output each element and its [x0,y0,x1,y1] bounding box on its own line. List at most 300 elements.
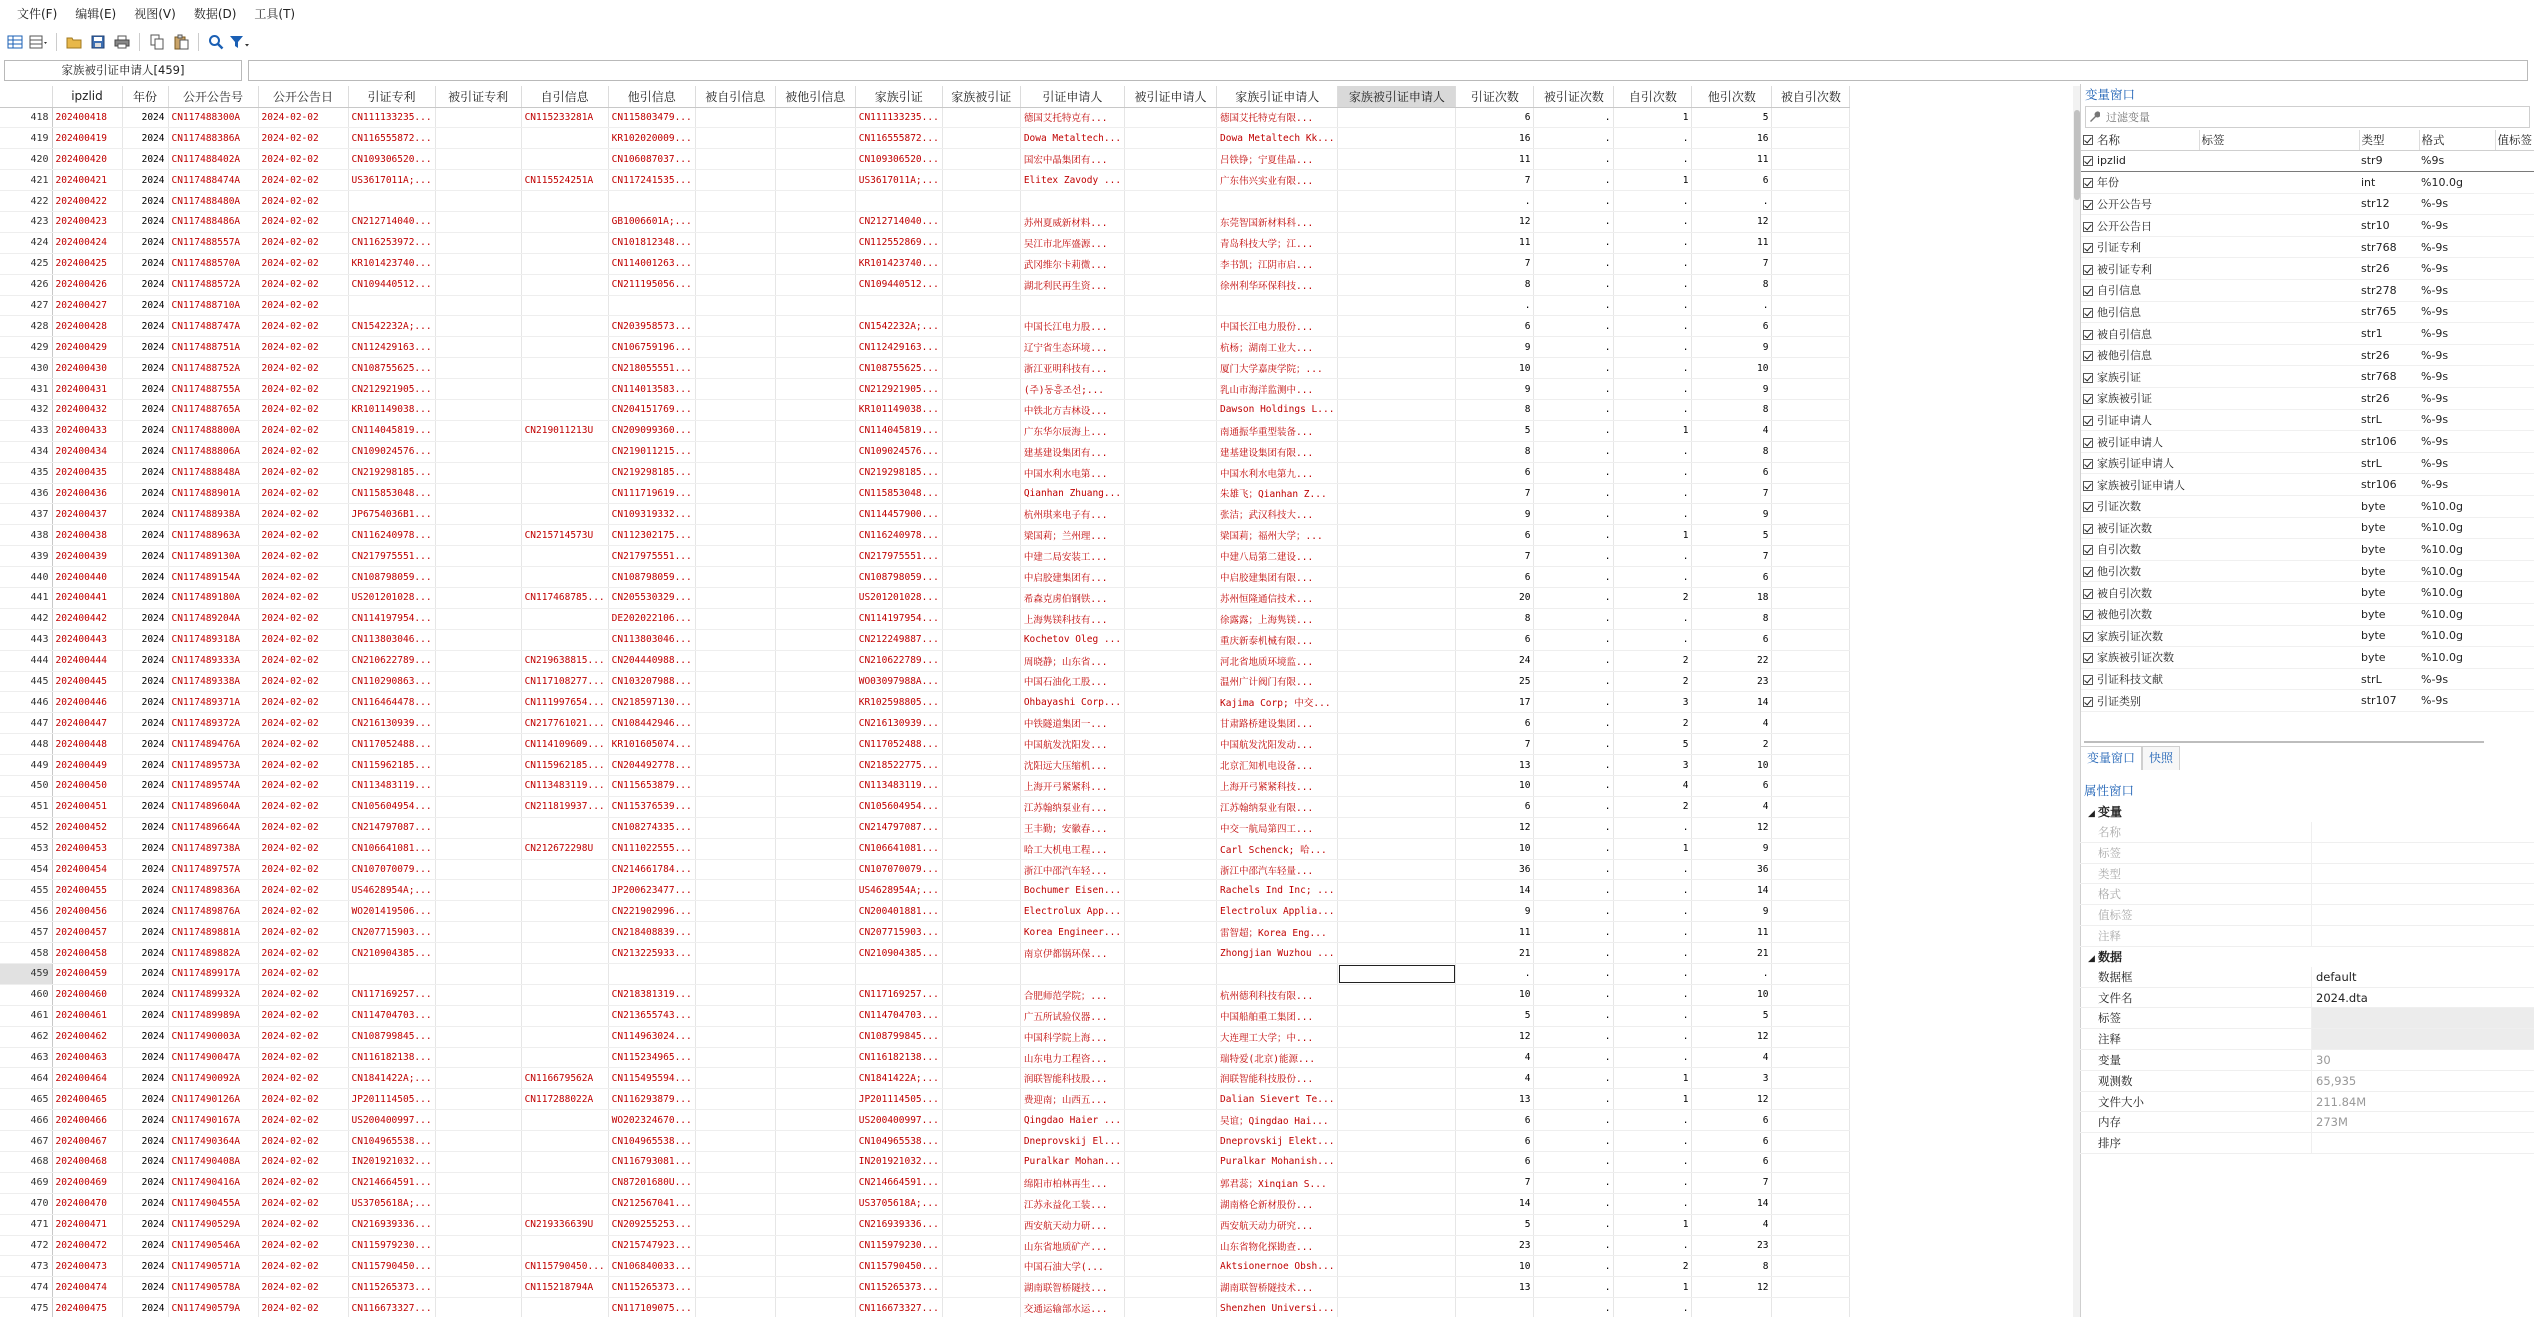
table-cell[interactable] [435,1193,521,1214]
table-cell[interactable]: 2024-02-02 [258,316,348,337]
table-cell[interactable] [435,295,521,316]
table-cell[interactable]: CN112302175... [608,525,695,546]
table-cell[interactable]: 中启胶建集团有限... [1217,567,1338,588]
table-cell[interactable]: 2024 [122,525,168,546]
table-cell[interactable]: CN117488765A [168,399,258,420]
table-cell[interactable] [1338,274,1456,295]
table-cell[interactable]: . [1614,211,1692,232]
checkbox-icon[interactable] [2083,243,2093,253]
table-cell[interactable]: 江苏永益化工装... [1020,1193,1124,1214]
table-cell[interactable]: WO201419506... [348,901,435,922]
row-number[interactable]: 428 [0,316,52,337]
table-cell[interactable]: CN117489333A [168,650,258,671]
row-number[interactable]: 430 [0,358,52,379]
table-cell[interactable]: CN219298185... [608,462,695,483]
table-cell[interactable] [1125,901,1217,922]
table-cell[interactable]: CN116793081... [608,1152,695,1173]
table-cell[interactable]: . [1534,1047,1614,1068]
table-cell[interactable]: CN116673327... [348,1298,435,1317]
table-cell[interactable]: 南京伊都锅环保... [1020,943,1124,964]
table-cell[interactable] [695,128,775,149]
table-cell[interactable]: 202400436 [52,483,122,504]
table-cell[interactable] [1772,796,1850,817]
table-cell[interactable]: 哈工大机电工程... [1020,838,1124,859]
table-cell[interactable]: CN114045819... [348,420,435,441]
variable-name-cell[interactable] [2081,668,2199,690]
table-cell[interactable] [521,608,608,629]
tab-variables[interactable]: 变量窗口 [2080,746,2142,770]
table-cell[interactable]: 湖北利民再生资... [1020,274,1124,295]
table-cell[interactable]: 14 [1692,1193,1772,1214]
table-cell[interactable]: 202400444 [52,650,122,671]
table-cell[interactable]: 6 [1692,567,1772,588]
table-cell[interactable]: CN106759196... [608,337,695,358]
table-cell[interactable]: 21 [1692,943,1772,964]
table-cell[interactable]: 8 [1692,608,1772,629]
table-cell[interactable]: 202400458 [52,943,122,964]
table-cell[interactable] [521,379,608,400]
table-cell[interactable]: 6 [1692,776,1772,797]
table-cell[interactable]: 11 [1692,149,1772,170]
table-cell[interactable]: 郭君蕊；Xinqian S... [1217,1172,1338,1193]
properties-data-section[interactable]: ◢ 数据 [2080,947,2534,967]
table-cell[interactable] [942,859,1020,880]
variable-row[interactable] [2081,452,2534,474]
property-value[interactable] [2312,822,2534,843]
table-cell[interactable] [1125,838,1217,859]
table-cell[interactable]: . [1614,1131,1692,1152]
table-cell[interactable]: 6 [1692,1110,1772,1131]
table-cell[interactable] [775,316,855,337]
table-cell[interactable] [695,525,775,546]
table-cell[interactable]: 202400456 [52,901,122,922]
row-number[interactable]: 450 [0,776,52,797]
table-cell[interactable]: 李书凯；江阴市启... [1217,253,1338,274]
table-cell[interactable]: 6 [1456,1131,1534,1152]
table-cell[interactable]: 12 [1692,1026,1772,1047]
table-cell[interactable]: 2024 [122,1110,168,1131]
table-cell[interactable] [1772,1172,1850,1193]
table-cell[interactable] [942,379,1020,400]
table-cell[interactable] [695,274,775,295]
table-cell[interactable]: CN112429163... [855,337,942,358]
table-cell[interactable]: CN104965538... [348,1131,435,1152]
table-cell[interactable] [1772,191,1850,212]
table-cell[interactable]: 上海开弓紧紧科技... [1217,776,1338,797]
table-cell[interactable] [775,608,855,629]
table-cell[interactable]: 36 [1456,859,1534,880]
table-cell[interactable] [942,567,1020,588]
table-cell[interactable] [1338,713,1456,734]
table-cell[interactable]: 2024-02-02 [258,420,348,441]
table-cell[interactable] [435,462,521,483]
table-cell[interactable] [435,984,521,1005]
table-cell[interactable] [521,337,608,358]
table-cell[interactable]: 梁国莉；兰州理... [1020,525,1124,546]
table-cell[interactable]: CN117169257... [855,984,942,1005]
table-cell[interactable] [855,295,942,316]
table-cell[interactable] [695,629,775,650]
table-cell[interactable] [695,1193,775,1214]
row-number[interactable]: 418 [0,107,52,128]
checkbox-icon[interactable] [2083,265,2093,275]
row-number[interactable]: 457 [0,922,52,943]
col-value-label-header[interactable]: 值标签 [2495,130,2534,150]
table-cell[interactable] [942,1026,1020,1047]
table-cell[interactable]: CN117108277... [521,671,608,692]
table-cell[interactable] [435,838,521,859]
corner-cell[interactable] [0,86,52,107]
checkbox-icon[interactable] [2083,675,2093,685]
table-cell[interactable] [775,692,855,713]
table-cell[interactable]: CN117490092A [168,1068,258,1089]
variable-row[interactable] [2081,474,2534,496]
table-cell[interactable]: CN213655743... [608,1005,695,1026]
table-cell[interactable]: 23 [1692,1235,1772,1256]
cell-value-field[interactable] [248,60,2528,81]
table-cell[interactable] [1772,1277,1850,1298]
table-cell[interactable]: CN115265373... [608,1277,695,1298]
table-cell[interactable]: 202400471 [52,1214,122,1235]
table-cell[interactable]: 中国石油大学(... [1020,1256,1124,1277]
table-cell[interactable]: CN219298185... [348,462,435,483]
table-cell[interactable]: 中铁北方吉林设... [1020,399,1124,420]
table-cell[interactable] [1338,441,1456,462]
table-cell[interactable]: 山东电力工程咨... [1020,1047,1124,1068]
table-cell[interactable]: 2024-02-02 [258,587,348,608]
table-cell[interactable]: 202400437 [52,504,122,525]
table-cell[interactable] [1338,796,1456,817]
table-cell[interactable] [521,462,608,483]
table-cell[interactable] [521,880,608,901]
table-cell[interactable] [695,295,775,316]
table-cell[interactable]: 202400442 [52,608,122,629]
row-number[interactable]: 475 [0,1298,52,1317]
table-cell[interactable] [1125,1131,1217,1152]
variable-name-cell[interactable] [2081,690,2199,712]
variable-name-cell[interactable] [2081,366,2199,388]
table-cell[interactable] [942,1047,1020,1068]
table-cell[interactable]: 12 [1692,817,1772,838]
table-cell[interactable]: . [1534,441,1614,462]
table-cell[interactable] [1338,650,1456,671]
table-cell[interactable]: 2024-02-02 [258,358,348,379]
table-cell[interactable]: 建基建设集团有... [1020,441,1124,462]
table-cell[interactable]: 2024 [122,253,168,274]
edit-mode-icon[interactable] [4,31,26,53]
table-cell[interactable]: 11 [1456,922,1534,943]
table-cell[interactable] [695,943,775,964]
checkbox-icon[interactable] [2083,416,2093,426]
table-cell[interactable]: . [1614,984,1692,1005]
column-header[interactable]: 家族引证 [855,86,942,107]
table-cell[interactable] [775,796,855,817]
row-number[interactable]: 465 [0,1089,52,1110]
table-cell[interactable]: 202400447 [52,713,122,734]
table-cell[interactable]: 9 [1692,337,1772,358]
table-cell[interactable]: . [1534,650,1614,671]
col-name-header[interactable]: 名称 [2081,130,2199,150]
table-cell[interactable] [435,650,521,671]
table-cell[interactable] [1772,1152,1850,1173]
table-cell[interactable]: 2024 [122,274,168,295]
table-cell[interactable] [775,1277,855,1298]
row-number[interactable]: 439 [0,546,52,567]
table-cell[interactable]: Puralkar Mohanish... [1217,1152,1338,1173]
table-cell[interactable] [1125,525,1217,546]
table-cell[interactable]: . [1614,1110,1692,1131]
table-cell[interactable]: JP201114505... [348,1089,435,1110]
table-cell[interactable]: 202400470 [52,1193,122,1214]
table-cell[interactable] [521,629,608,650]
table-cell[interactable] [521,1298,608,1317]
table-cell[interactable]: 温州广计阀门有限... [1217,671,1338,692]
table-cell[interactable]: . [1614,1047,1692,1068]
row-number[interactable]: 461 [0,1005,52,1026]
table-cell[interactable]: . [1456,295,1534,316]
table-cell[interactable]: 2 [1614,796,1692,817]
table-cell[interactable]: 2024-02-02 [258,1256,348,1277]
table-cell[interactable] [521,1026,608,1047]
table-cell[interactable] [775,838,855,859]
column-header[interactable]: 被他引信息 [775,86,855,107]
table-cell[interactable]: 36 [1692,859,1772,880]
table-cell[interactable] [1338,1172,1456,1193]
table-cell[interactable]: 中国水利水电第... [1020,462,1124,483]
variable-name-cell[interactable] [2081,625,2199,647]
table-cell[interactable]: 2024 [122,483,168,504]
table-cell[interactable]: 202400422 [52,191,122,212]
table-cell[interactable]: 6 [1456,713,1534,734]
table-cell[interactable]: 202400449 [52,755,122,776]
table-cell[interactable]: 2024-02-02 [258,191,348,212]
table-cell[interactable]: 2024-02-02 [258,546,348,567]
table-cell[interactable]: CN116555872... [855,128,942,149]
table-cell[interactable] [435,755,521,776]
table-cell[interactable]: CN117052488... [855,734,942,755]
table-cell[interactable]: CN104965538... [608,1131,695,1152]
table-cell[interactable] [435,692,521,713]
table-cell[interactable] [521,253,608,274]
property-value[interactable] [2312,884,2534,905]
variable-row[interactable] [2081,280,2534,302]
table-cell[interactable]: 11 [1456,232,1534,253]
variable-row[interactable] [2081,496,2534,518]
table-cell[interactable]: CN117489476A [168,734,258,755]
table-cell[interactable]: . [1534,107,1614,128]
table-cell[interactable] [942,1172,1020,1193]
table-cell[interactable]: 14 [1692,692,1772,713]
variable-row[interactable] [2081,668,2534,690]
table-cell[interactable]: 5 [1692,525,1772,546]
variable-row[interactable] [2081,582,2534,604]
table-cell[interactable]: CN116182138... [855,1047,942,1068]
table-cell[interactable] [1125,462,1217,483]
table-cell[interactable] [775,1047,855,1068]
table-cell[interactable] [521,399,608,420]
table-cell[interactable]: CN217975551... [855,546,942,567]
table-cell[interactable]: CN114013583... [608,379,695,400]
table-cell[interactable]: 2024-02-02 [258,692,348,713]
table-cell[interactable]: 1 [1614,1277,1692,1298]
table-cell[interactable] [1125,943,1217,964]
table-cell[interactable] [521,316,608,337]
table-cell[interactable] [435,817,521,838]
table-cell[interactable]: . [1614,274,1692,295]
table-cell[interactable]: 2024 [122,734,168,755]
table-cell[interactable] [435,211,521,232]
table-cell[interactable] [942,295,1020,316]
table-cell[interactable]: CN117489757A [168,859,258,880]
table-cell[interactable]: 16 [1692,128,1772,149]
column-header[interactable]: 家族引证申请人 [1217,86,1338,107]
table-cell[interactable]: 202400421 [52,170,122,191]
table-cell[interactable]: 徐露露；上海隽镁... [1217,608,1338,629]
table-cell[interactable] [1772,713,1850,734]
table-cell[interactable] [1338,901,1456,922]
table-cell[interactable]: 中国水利水电第九... [1217,462,1338,483]
table-cell[interactable] [1772,629,1850,650]
table-cell[interactable] [1772,379,1850,400]
collapse-arrow-icon[interactable]: ◢ [2088,953,2095,964]
table-cell[interactable]: 2 [1614,1256,1692,1277]
row-number[interactable]: 460 [0,984,52,1005]
table-cell[interactable] [435,567,521,588]
variable-name-cell[interactable] [2081,496,2199,518]
table-cell[interactable]: . [1456,964,1534,985]
table-cell[interactable] [1020,964,1124,985]
table-cell[interactable] [521,1047,608,1068]
table-cell[interactable]: 2024 [122,1235,168,1256]
table-cell[interactable] [775,399,855,420]
table-cell[interactable] [775,629,855,650]
table-cell[interactable] [435,316,521,337]
row-number[interactable]: 455 [0,880,52,901]
checkbox-icon[interactable] [2083,135,2093,145]
property-value[interactable] [2312,1133,2534,1154]
table-cell[interactable] [435,1131,521,1152]
variable-name-cell[interactable] [2081,193,2199,215]
table-cell[interactable]: 202400464 [52,1068,122,1089]
table-cell[interactable] [775,295,855,316]
table-cell[interactable]: CN200401881... [855,901,942,922]
table-cell[interactable]: CN117489573A [168,755,258,776]
table-cell[interactable]: CN210904385... [348,943,435,964]
table-cell[interactable]: 2024 [122,337,168,358]
table-cell[interactable] [1217,191,1338,212]
table-cell[interactable]: . [1534,525,1614,546]
table-cell[interactable]: Carl Schenck; 哈... [1217,838,1338,859]
table-cell[interactable]: 2024-02-02 [258,922,348,943]
column-header[interactable]: 自引信息 [521,86,608,107]
table-cell[interactable]: CN117489204A [168,608,258,629]
table-cell[interactable]: 2024-02-02 [258,1131,348,1152]
variable-row[interactable] [2081,431,2534,453]
table-cell[interactable]: 杭州德利科技有限... [1217,984,1338,1005]
table-cell[interactable]: CN114197954... [855,608,942,629]
table-cell[interactable] [1125,1047,1217,1068]
table-cell[interactable] [1125,274,1217,295]
row-number[interactable]: 451 [0,796,52,817]
table-cell[interactable]: CN115376539... [608,796,695,817]
table-cell[interactable]: 202400420 [52,149,122,170]
table-cell[interactable]: CN1542232A;... [855,316,942,337]
table-cell[interactable]: CN117488755A [168,379,258,400]
table-cell[interactable]: 202400423 [52,211,122,232]
table-cell[interactable] [608,964,695,985]
table-cell[interactable] [942,713,1020,734]
table-cell[interactable]: 苏州恒隆通信技术... [1217,587,1338,608]
table-cell[interactable] [695,441,775,462]
table-cell[interactable] [1125,984,1217,1005]
table-cell[interactable] [1338,253,1456,274]
table-cell[interactable]: Dowa Metaltech... [1020,128,1124,149]
table-cell[interactable]: CN105604954... [855,796,942,817]
table-cell[interactable]: CN114197954... [348,608,435,629]
property-value[interactable] [2312,864,2534,885]
table-cell[interactable]: 202400435 [52,462,122,483]
table-cell[interactable]: Electrolux Applia... [1217,901,1338,922]
table-cell[interactable]: CN117490579A [168,1298,258,1317]
property-value[interactable] [2312,926,2534,947]
row-number[interactable]: 436 [0,483,52,504]
table-cell[interactable]: . [1534,838,1614,859]
table-cell[interactable] [1125,1214,1217,1235]
checkbox-icon[interactable] [2083,632,2093,642]
checkbox-icon[interactable] [2083,438,2093,448]
table-cell[interactable] [1338,1089,1456,1110]
table-cell[interactable] [1125,1193,1217,1214]
tab-snapshots[interactable]: 快照 [2142,746,2180,770]
table-cell[interactable]: 2024-02-02 [258,274,348,295]
table-cell[interactable] [435,1256,521,1277]
table-cell[interactable]: 10 [1456,358,1534,379]
table-cell[interactable]: CN113803046... [348,629,435,650]
property-value[interactable]: 211.84M [2312,1092,2534,1113]
table-cell[interactable] [942,796,1020,817]
table-cell[interactable]: 2024-02-02 [258,984,348,1005]
table-cell[interactable] [695,1172,775,1193]
table-cell[interactable] [1020,191,1124,212]
table-cell[interactable]: CN117490529A [168,1214,258,1235]
variable-row[interactable] [2081,647,2534,669]
table-cell[interactable] [1125,964,1217,985]
table-cell[interactable] [775,567,855,588]
table-cell[interactable]: (주)동흥조선;... [1020,379,1124,400]
table-cell[interactable] [1772,964,1850,985]
table-cell[interactable] [775,755,855,776]
table-cell[interactable]: CN109319332... [608,504,695,525]
table-cell[interactable] [942,149,1020,170]
table-cell[interactable]: 6 [1692,462,1772,483]
table-cell[interactable] [695,755,775,776]
row-number[interactable]: 443 [0,629,52,650]
table-cell[interactable]: 乳山市海洋监测中... [1217,379,1338,400]
table-cell[interactable] [775,170,855,191]
table-cell[interactable]: 国宏中晶集团有... [1020,149,1124,170]
table-cell[interactable]: CN111133235... [348,107,435,128]
table-cell[interactable] [695,671,775,692]
table-cell[interactable] [775,1089,855,1110]
table-cell[interactable]: 2024-02-02 [258,1089,348,1110]
table-cell[interactable]: 2024 [122,504,168,525]
table-cell[interactable]: 青岛科技大学；江... [1217,232,1338,253]
table-cell[interactable] [1772,692,1850,713]
table-cell[interactable]: CN215714573U [521,525,608,546]
table-cell[interactable] [1338,337,1456,358]
table-cell[interactable]: 2024-02-02 [258,755,348,776]
table-cell[interactable] [435,587,521,608]
